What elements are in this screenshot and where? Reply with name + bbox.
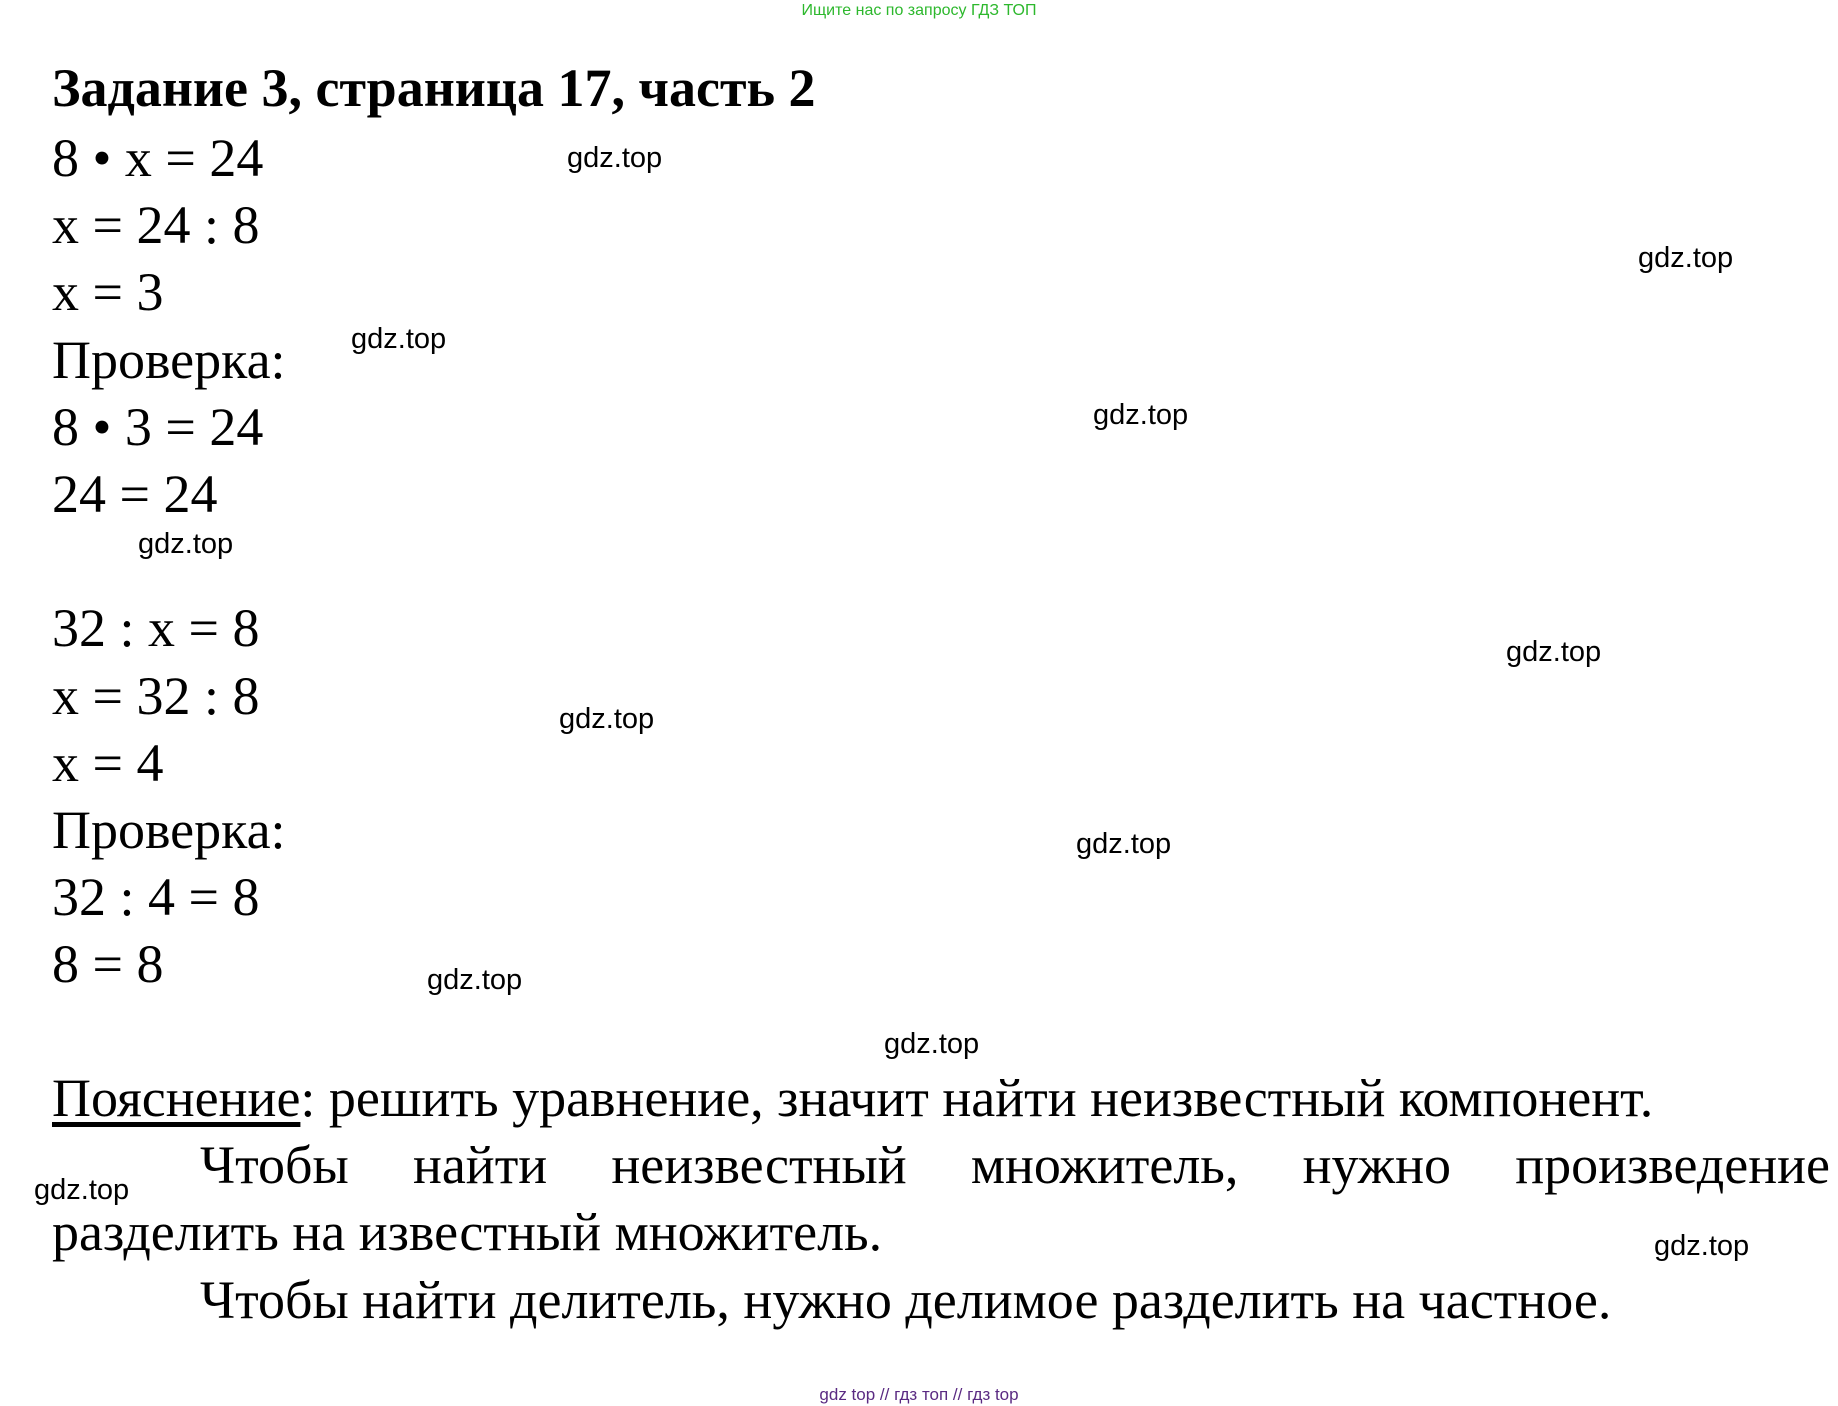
- watermark: gdz.top: [567, 142, 663, 174]
- equation-line: x = 4: [52, 733, 164, 793]
- watermark: gdz.top: [884, 1028, 980, 1060]
- explanation-rule-line: Чтобы найти неизвестный множитель, нужно произведение: [200, 1135, 1830, 1195]
- explanation-text: : решить уравнение, значит найти неизвестный компонент.: [300, 1068, 1654, 1128]
- equation-line: 8 • x = 24: [52, 128, 264, 188]
- top-banner: Ищите нас по запросу ГДЗ ТОП: [801, 2, 1037, 19]
- page-title: Задание 3, страница 17, часть 2: [52, 58, 816, 118]
- explanation-line: [52, 1066, 1653, 1130]
- watermark: gdz.top: [559, 703, 655, 735]
- equation-line: 32 : 4 = 8: [52, 867, 260, 927]
- watermark: gdz.top: [1638, 242, 1734, 274]
- check-heading: Проверка:: [52, 800, 286, 860]
- equation-line: 8 • 3 = 24: [52, 397, 264, 457]
- watermark: gdz.top: [351, 323, 447, 355]
- equation-line: 32 : x = 8: [52, 598, 260, 658]
- watermark: gdz.top: [1506, 636, 1602, 668]
- equation-line: 8 = 8: [52, 934, 164, 994]
- watermark: gdz.top: [1654, 1230, 1750, 1262]
- watermark: gdz.top: [1076, 828, 1172, 860]
- explanation-label: Пояснение: [52, 1068, 301, 1128]
- equation-line: x = 24 : 8: [52, 195, 260, 255]
- equation-line: x = 3: [52, 262, 164, 322]
- equation-line: x = 32 : 8: [52, 666, 260, 726]
- watermark: gdz.top: [1093, 399, 1189, 431]
- check-heading: Проверка:: [52, 330, 286, 390]
- watermark: gdz.top: [138, 528, 234, 560]
- footer-watermark: gdz top // гдз топ // гдз top: [819, 1385, 1019, 1404]
- explanation-rule-line: разделить на известный множитель.: [52, 1202, 883, 1262]
- equation-line: 24 = 24: [52, 464, 218, 524]
- watermark: gdz.top: [427, 964, 523, 996]
- explanation-rule-line: Чтобы найти делитель, нужно делимое разделить на частное.: [200, 1270, 1612, 1330]
- watermark: gdz.top: [34, 1174, 130, 1206]
